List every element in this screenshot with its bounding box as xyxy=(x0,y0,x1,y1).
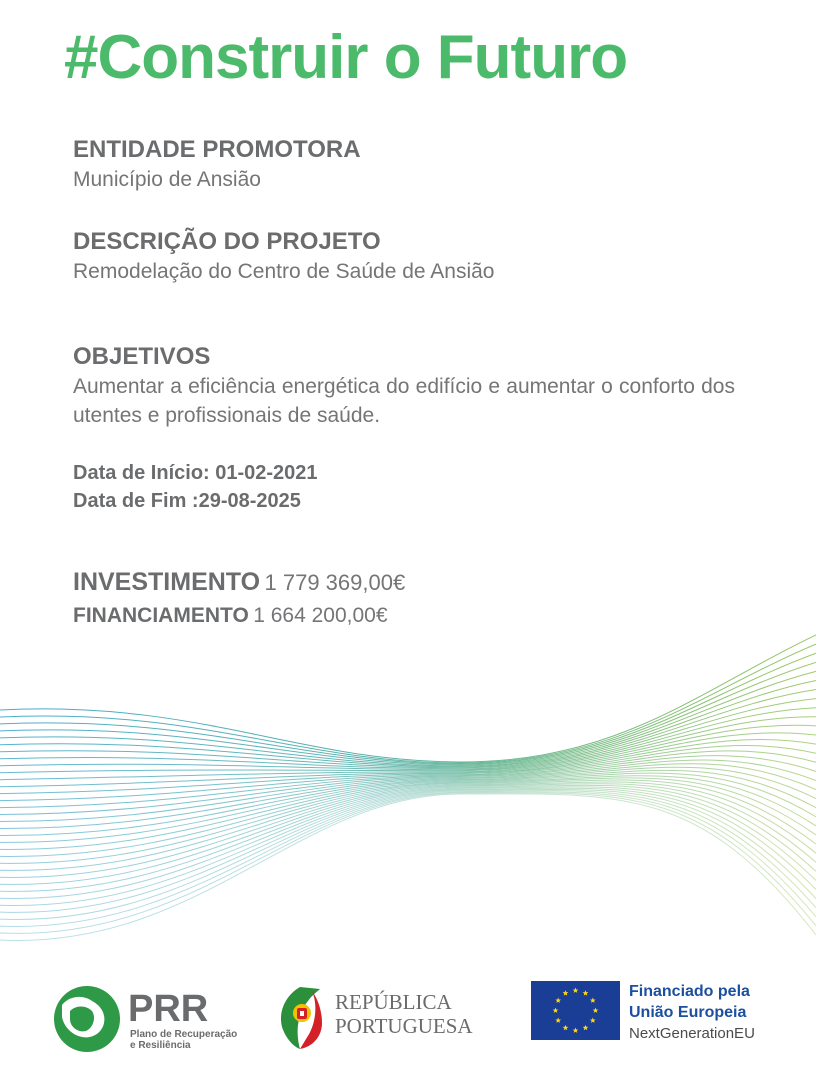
headline: #Construir o Futuro xyxy=(64,23,628,92)
eu-line2: União Europeia xyxy=(629,1004,747,1021)
investment-row xyxy=(73,566,735,602)
prr-logo-icon xyxy=(54,986,120,1052)
portugal-coat-of-arms-icon xyxy=(281,987,322,1049)
financing-value: 1 664 200,00€ xyxy=(253,604,388,627)
investment-label: INVESTIMENTO xyxy=(73,568,261,596)
financing-label: FINANCIAMENTO xyxy=(73,604,249,627)
wave-line xyxy=(0,791,816,920)
financing-row xyxy=(73,602,735,632)
prr-line2: e Resiliência xyxy=(130,1040,191,1051)
entity-label: ENTIDADE PROMOTORA xyxy=(73,136,361,163)
objectives-section xyxy=(73,342,735,430)
dates-section xyxy=(73,459,735,515)
entity-section xyxy=(73,135,735,194)
entity-value: Município de Ansião xyxy=(73,168,261,191)
description-label: DESCRIÇÃO DO PROJETO xyxy=(73,228,381,255)
wave-line xyxy=(0,681,816,767)
wave-lines-graphic xyxy=(0,630,816,960)
republic-logo xyxy=(281,987,473,1049)
republic-line1: REPÚBLICA xyxy=(335,990,452,1014)
description-section xyxy=(73,227,735,286)
logo-footer xyxy=(0,975,816,1065)
eu-line3: NextGenerationEU xyxy=(629,1025,755,1042)
wave-line xyxy=(0,662,816,765)
prr-acronym: PRR xyxy=(128,988,209,1030)
end-date: Data de Fim :29-08-2025 xyxy=(73,490,301,512)
wave-line xyxy=(0,789,816,912)
wave-line xyxy=(0,635,816,762)
prr-line1: Plano de Recuperação xyxy=(130,1029,238,1040)
objectives-value: Aumentar a eficiência energética do edifício e aumentar o conforto dos utentes e profissionais de saúde. xyxy=(73,375,735,427)
description-value: Remodelação do Centro de Saúde de Ansião xyxy=(73,260,495,283)
wave-line xyxy=(0,792,816,927)
prr-logo xyxy=(54,986,237,1052)
wave-line xyxy=(0,788,816,905)
start-date: Data de Início: 01-02-2021 xyxy=(73,462,318,484)
eu-flag-icon xyxy=(531,981,620,1040)
wave-line xyxy=(0,773,816,849)
wave-line xyxy=(0,653,816,764)
funding-section xyxy=(73,566,735,632)
eu-logo xyxy=(531,981,755,1042)
objectives-label: OBJETIVOS xyxy=(73,343,211,370)
eu-line1: Financiado pela xyxy=(629,983,750,1000)
republic-line2: PORTUGUESA xyxy=(335,1014,473,1038)
investment-value: 1 779 369,00€ xyxy=(264,570,406,595)
wave-line xyxy=(0,787,816,899)
